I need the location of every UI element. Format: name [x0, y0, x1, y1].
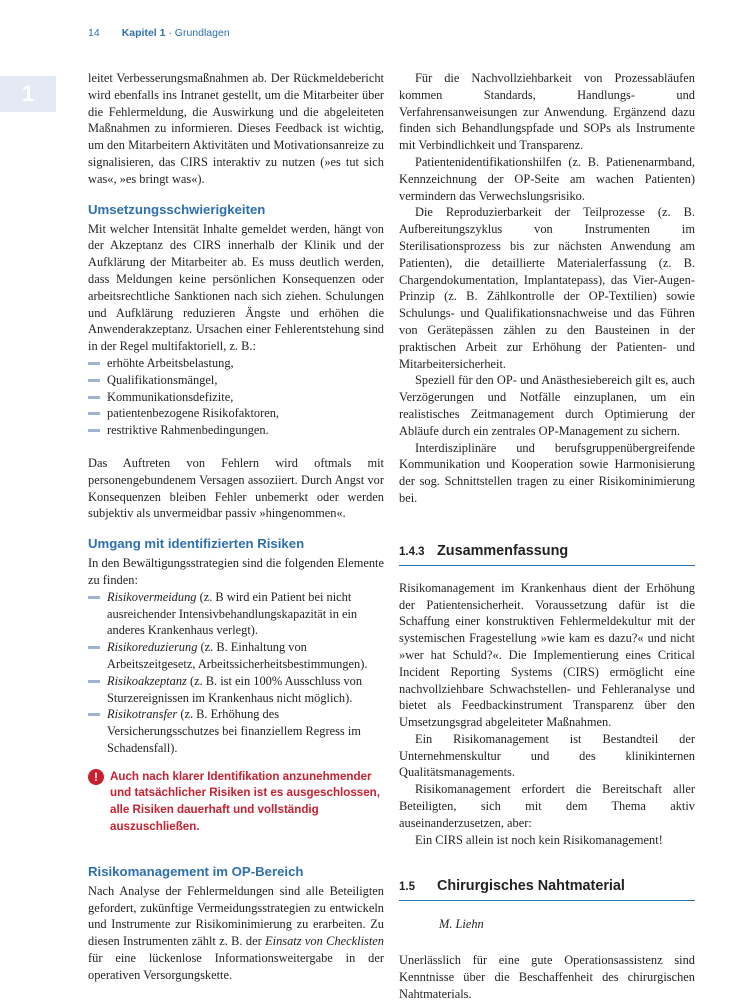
paragraph-cirs-fazit: Ein CIRS allein ist noch kein Risikomanagement! — [415, 832, 663, 847]
list-item — [88, 639, 384, 673]
list-item: patientenbezogene Risikofaktoren, — [88, 405, 384, 422]
exclamation-icon: ! — [88, 769, 104, 785]
list-item: Qualifikationsmängel, — [88, 372, 384, 389]
section-number: 1.4.3 — [399, 545, 425, 558]
warning-text: Auch nach klarer Identifikation anzunehmender und tatsächlicher Risiken ist es ausgeschlossen, alle Risiken dauerhaft und vollständig auszuschließen. — [110, 769, 380, 834]
section-title: Chirurgisches Nahtmaterial — [437, 878, 625, 895]
list-item: restriktive Rahmenbedingungen. — [88, 422, 384, 439]
paragraph-bereitschaft: Risikomanagement erfordert die Bereitschaft aller Beteiligten, sich mit dem Thema aktiv auseinanderzusetzen, aber: — [399, 782, 695, 830]
strategy-term: Risikotransfer — [107, 707, 178, 722]
paragraph-reproduzierbarkeit: Die Reproduzierbarkeit der Teilprozesse (z. B. Aufbereitungszyklus von Instrumenten im Sterilisationsprozess bis zur nächsten Anwendung am Patienten), die detaillierte Materialerfassung (z. B. Chargendokumentation, Implantatepass), das Vier-Augen-Prinzip (z. B. Zählkontrolle der OP-Textilien) sowie Schulungs- und Qualifikationsnachweise und das Führen von Gerätepässen zählen zu den Bausteinen in der praktischen Arbeit zur Erhöhung der Patienten- und Mitarbeitersicherheit. — [399, 205, 695, 371]
strategy-term: Risikovermeidung — [107, 589, 197, 604]
section-title: Zusammenfassung — [437, 542, 569, 559]
strategy-text: (z. B. Einhaltung von Arbeitszeitgesetz, Arbeitssicherheitsbestimmungen). — [107, 640, 368, 671]
section-label: Grundlagen — [174, 27, 230, 39]
left-column — [88, 70, 384, 984]
paragraph-umsetzung: Mit welcher Intensität Inhalte gemeldet werden, hängt von der Akzeptanz des CIRS innerhalb der Klinik und der Aufklärung der Mitarbeiter ab. Es muss deutlich werden, dass Meldungen keine persönlichen Konsequenzen oder arbeitsrechtliche Sanktionen nach sich ziehen. Schulungen und Aufklärung reduzieren Ängste und erhöhen die Anwenderakzeptanz. Ursachen einer Fehlerentstehung sind in der Regel multifaktoriell, z. B.: — [88, 221, 384, 354]
paragraph-op-bereich — [88, 883, 384, 984]
list-item — [88, 706, 384, 756]
page-number: 14 — [88, 27, 100, 39]
paragraph-feedback: leitet Verbesserungsmaßnahmen ab. Der Rückmeldebericht wird ebenfalls ins Intranet gestellt, um die Mitarbeiter über die Fehlermeldung, die Auswirkung und die abgeleiteten Maßnahmen zu informieren. Dieses Feedback ist wichtig, um den Mitarbeitern Aktivitäten und Motivationsanreize zu signalisieren, das CIRS interaktiv zu nutzen (»es tut sich was«, »es bringt was«). — [88, 71, 384, 186]
strategy-text: (z. B. Erhöhung des Versicherungsschutzes bei finanziellem Regress im Schadensfall). — [107, 707, 361, 755]
list-item — [88, 673, 384, 707]
op-text-start: Nach Analyse der Fehlermeldungen sind alle Beteiligten gefordert, zukünftige Vermeidungsstrategien zu entwickeln und Instrumente zur Risikominimierung zu erarbeiten. Zu diesen Instrumenten zählt z. B. der — [88, 883, 384, 949]
paragraph-op-anaesthesie: Speziell für den OP- und Anästhesiebereich gilt es, auch Verzögerungen und Notfälle einzuplanen, um ein realistisches Zeitmanagement durch Optimierung der Abläufe durch ein zentrales OP-Management zu sichern. — [399, 373, 695, 438]
paragraph-umgang: In den Bewältigungsstrategien sind die folgenden Elemente zu finden: — [88, 556, 384, 587]
header-separator: · — [165, 27, 175, 39]
strategy-term: Risikoreduzierung — [107, 640, 198, 655]
warning-box — [88, 769, 384, 836]
author-name: M. Liehn — [439, 917, 484, 932]
list-item — [88, 589, 384, 639]
heading-umsetzung: Umsetzungsschwierigkeiten — [88, 201, 266, 217]
heading-umgang: Umgang mit identifizierten Risiken — [88, 536, 305, 552]
list-item: Kommunikationsdefizite, — [88, 389, 384, 406]
running-header — [88, 27, 230, 39]
strategy-term: Risikoakzeptanz — [107, 673, 187, 688]
strategy-text: (z. B wird ein Patient bei nicht ausreichender Intensivbehandlungskapazität in ein anderes Krankenhaus verlegt). — [107, 589, 358, 638]
section-number: 1.5 — [399, 881, 415, 894]
paragraph-zusammenfassung: Risikomanagement im Krankenhaus dient der Erhöhung der Patientensicherheit. Voraussetzung dafür ist die Schaffung einer konstruktiven Fehlermeldekultur mit der systemischen Fragestellung »wie kam es dazu?« und nicht »wer hat Schuld?«. Die Implementierung eines Critical Incident Reporting Systems (CIRS) ermöglicht eine nachvollziehbare Schwachstellen- und Fehleranalyse und bietet als Feedbackinstrument Transparenz über den Umsetzungsgrad abgeleiteter Maßnahmen. — [399, 580, 695, 730]
paragraph-nahtmaterial: Unerlässlich für eine gute Operationsassistenz sind Kenntnisse über die Beschaffenheit des chirurgischen Nahtmaterials. — [399, 953, 695, 1002]
section-heading-1-4-3 — [399, 543, 695, 566]
paragraph-interdisziplinaer: Interdisziplinäre und berufsgruppenübergreifende Kommunikation und Kooperation sowie Harmonisierung der sog. Schnittstellen tragen zu einer Risikominimierung bei. — [399, 440, 695, 505]
section-heading-1-5 — [399, 878, 695, 901]
strategies-list — [88, 589, 384, 757]
chapter-label: Kapitel 1 — [121, 27, 166, 39]
chapter-thumb-tab: 1 — [0, 76, 56, 112]
strategy-text: (z. B. ist ein 100% Ausschluss von Sturzereignissen im Krankenhaus nicht möglich). — [107, 673, 363, 705]
op-text-end: für eine lückenlose Informationsweitergabe in der operativen Versorgungskette. — [88, 951, 384, 982]
causes-list — [88, 355, 384, 439]
paragraph-auftreten: Das Auftreten von Fehlern wird oftmals mit personengebundenem Versagen assoziiert. Durch Angst vor Konsequenzen bleiben Fehler unbemerkt oder werden subjektiv als unvermeidbar passiv »hingenommen«. — [88, 455, 384, 521]
paragraph-standards: Für die Nachvollziehbarkeit von Prozessabläufen kommen Standards, Handlungs- und Verfahrensanweisungen zur Anwendung. Ergänzend dazu finden sich Behandlungspfade und SOPs als Instrumente mit Verbindlichkeit und Transparenz. — [399, 71, 695, 153]
heading-op-bereich: Risikomanagement im OP-Bereich — [88, 863, 304, 879]
list-item: erhöhte Arbeitsbelastung, — [88, 355, 384, 372]
paragraph-unternehmenskultur: Ein Risikomanagement ist Bestandteil der Unternehmenskultur und des klinikinternen Qualitätsmanagements. — [399, 731, 695, 780]
right-column — [399, 70, 695, 1003]
op-term: Einsatz von Checklisten — [265, 934, 384, 949]
paragraph-patientenidentifikation: Patientenidentifikationshilfen (z. B. Patienenarmband, Kennzeichnung der OP-Seite am wachen Patienten) vermindern das Verwechslungsrisiko. — [399, 154, 695, 203]
